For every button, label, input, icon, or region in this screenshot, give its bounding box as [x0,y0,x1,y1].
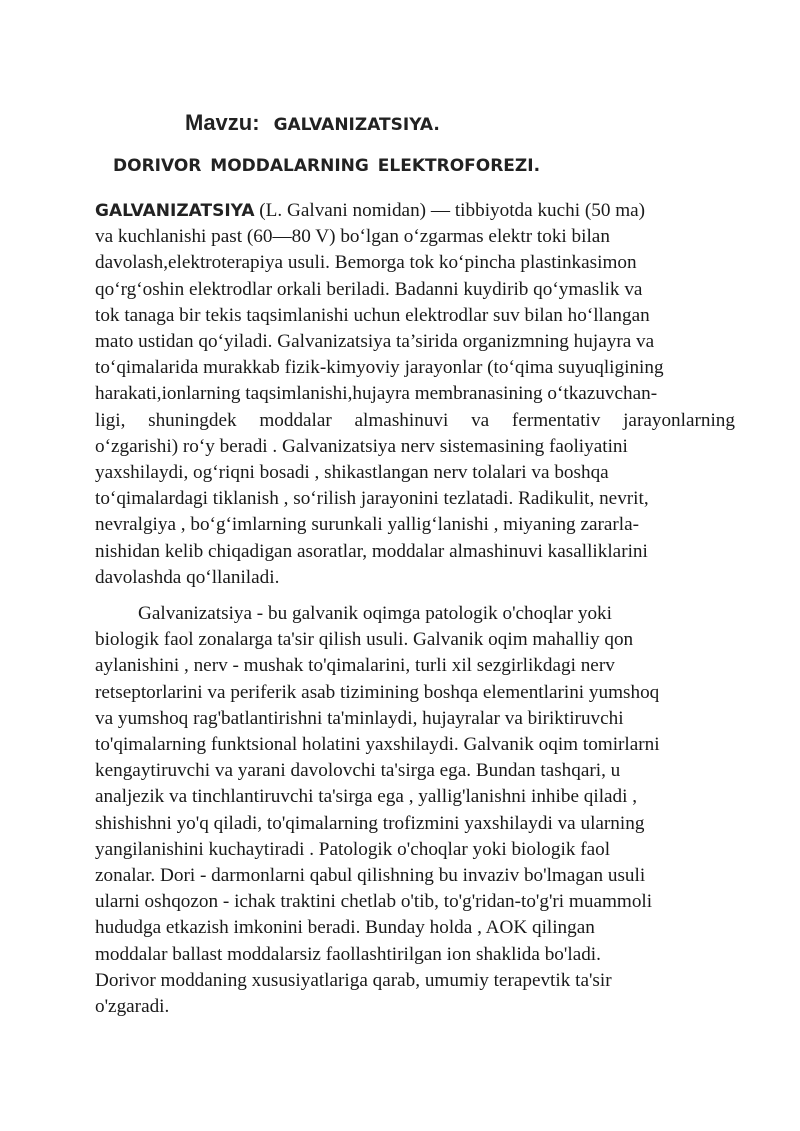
paragraph-line: hududga etkazish imkonini beradi. Bunday holda , AOK qilingan [95,917,595,939]
paragraph-line: va kuchlanishi past (60—80 V) bo‘lgan o‘zgarmas elektr toki bilan [95,226,610,248]
paragraph-line: yaxshilaydi, og‘riqni bosadi , shikastlangan nerv tolalari va boshqa [95,462,609,484]
lead-term: GALVANIZATSIYA [95,201,255,221]
paragraph-line: to‘qimalardagi tiklanish , so‘rilish jarayonini tezlatadi. Radikulit, nevrit, [95,488,649,510]
paragraph-line: biologik faol zonalarga ta'sir qilish usuli. Galvanik oqim mahalliy qon [95,629,634,651]
page-title [185,110,440,136]
paragraph-line: kengaytiruvchi va yarani davolovchi ta'sirga ega. Bundan tashqari, u [95,760,621,782]
paragraph-line: ularni oshqozon - ichak traktini chetlab o'tib, to'g'ridan-to'g'ri muammoli [95,891,653,913]
paragraph-line: yangilanishini kuchaytiradi . Patologik o'choqlar yoki biologik faol [95,838,611,860]
paragraph-line: davolashda qo‘llaniladi. [95,566,280,588]
paragraph-line: retseptorlarini va periferik asab tizimining boshqa elementlarini yumshoq [95,681,660,703]
paragraph-line: ligi, shuningdek moddalar almashinuvi va fermentativ jarayonlarning [95,409,735,431]
paragraph-line: o‘zgarishi) ro‘y beradi . Galvanizatsiya nerv sistemasining faoliyatini [95,435,628,457]
page-subtitle: DORIVOR MODDALARNING ELEKTROFOREZI. [113,156,541,176]
paragraph-galvanizatsiya-definition [95,198,735,591]
paragraph-line: va yumshoq rag'batlantirishni ta'minlaydi, hujayralar va biriktiruvchi [95,707,624,729]
paragraph-line: nevralgiya , bo‘g‘imlarning surunkali yallig‘lanishi , miyaning zararla- [95,514,640,536]
paragraph-line: to‘qimalarida murakkab fizik-kimyoviy jarayonlar (to‘qima suyuqligining [95,357,664,379]
paragraph-line: tok tanaga bir tekis taqsimlanishi uchun elektrodlar suv bilan ho‘llangan [95,304,650,326]
paragraph-line: nishidan kelib chiqadigan asoratlar, moddalar almashinuvi kasalliklarini [95,540,648,562]
paragraph-line: zonalar. Dori - darmonlarni qabul qilishning bu invaziv bo'lmagan usuli [95,865,646,887]
paragraph-line: o'zgaradi. [95,996,170,1018]
paragraph-galvanizatsiya-method [95,601,735,1020]
mavzu-label: Mavzu: [185,110,260,135]
paragraph-line: moddalar ballast moddalarsiz faollashtirilgan ion shaklida bo'ladi. [95,943,601,965]
topic-title: GALVANIZATSIYA. [273,115,440,135]
paragraph-line-text: (L. Galvani nomidan) — tibbiyotda kuchi (50 ma) [254,200,646,221]
paragraph-line: aylanishini , nerv - mushak to'qimalarini, turli xil sezgirlikdagi nerv [95,655,615,677]
paragraph-line: analjezik va tinchlantiruvchi ta'sirga ega , yallig'lanishni inhibe qiladi , [95,786,638,808]
paragraph-line: to'qimalarning funktsional holatini yaxshilaydi. Galvanik oqim tomirlarni [95,734,660,756]
paragraph-line: Dorivor moddaning xususiyatlariga qarab, umumiy terapevtik ta'sir [95,969,612,991]
paragraph-line: shishishni yo'q qiladi, to'qimalarning trofizmini yaxshilaydi va ularning [95,812,645,834]
paragraph-line: Galvanizatsiya - bu galvanik oqimga patologik o'choqlar yoki [138,603,612,624]
paragraph-line: qo‘rg‘oshin elektrodlar orkali beriladi. Badanni kuydirib qo‘ymaslik va [95,278,643,300]
paragraph-line: mato ustidan qo‘yiladi. Galvanizatsiya ta’sirida organizmning hujayra va [95,331,655,353]
paragraph-line [95,198,735,224]
paragraph-line: davolash,elektroterapiya usuli. Bemorga tok ko‘pincha plastinkasimon [95,252,637,274]
paragraph-line: harakati,ionlarning taqsimlanishi,hujayra membranasining o‘tkazuvchan- [95,383,658,405]
